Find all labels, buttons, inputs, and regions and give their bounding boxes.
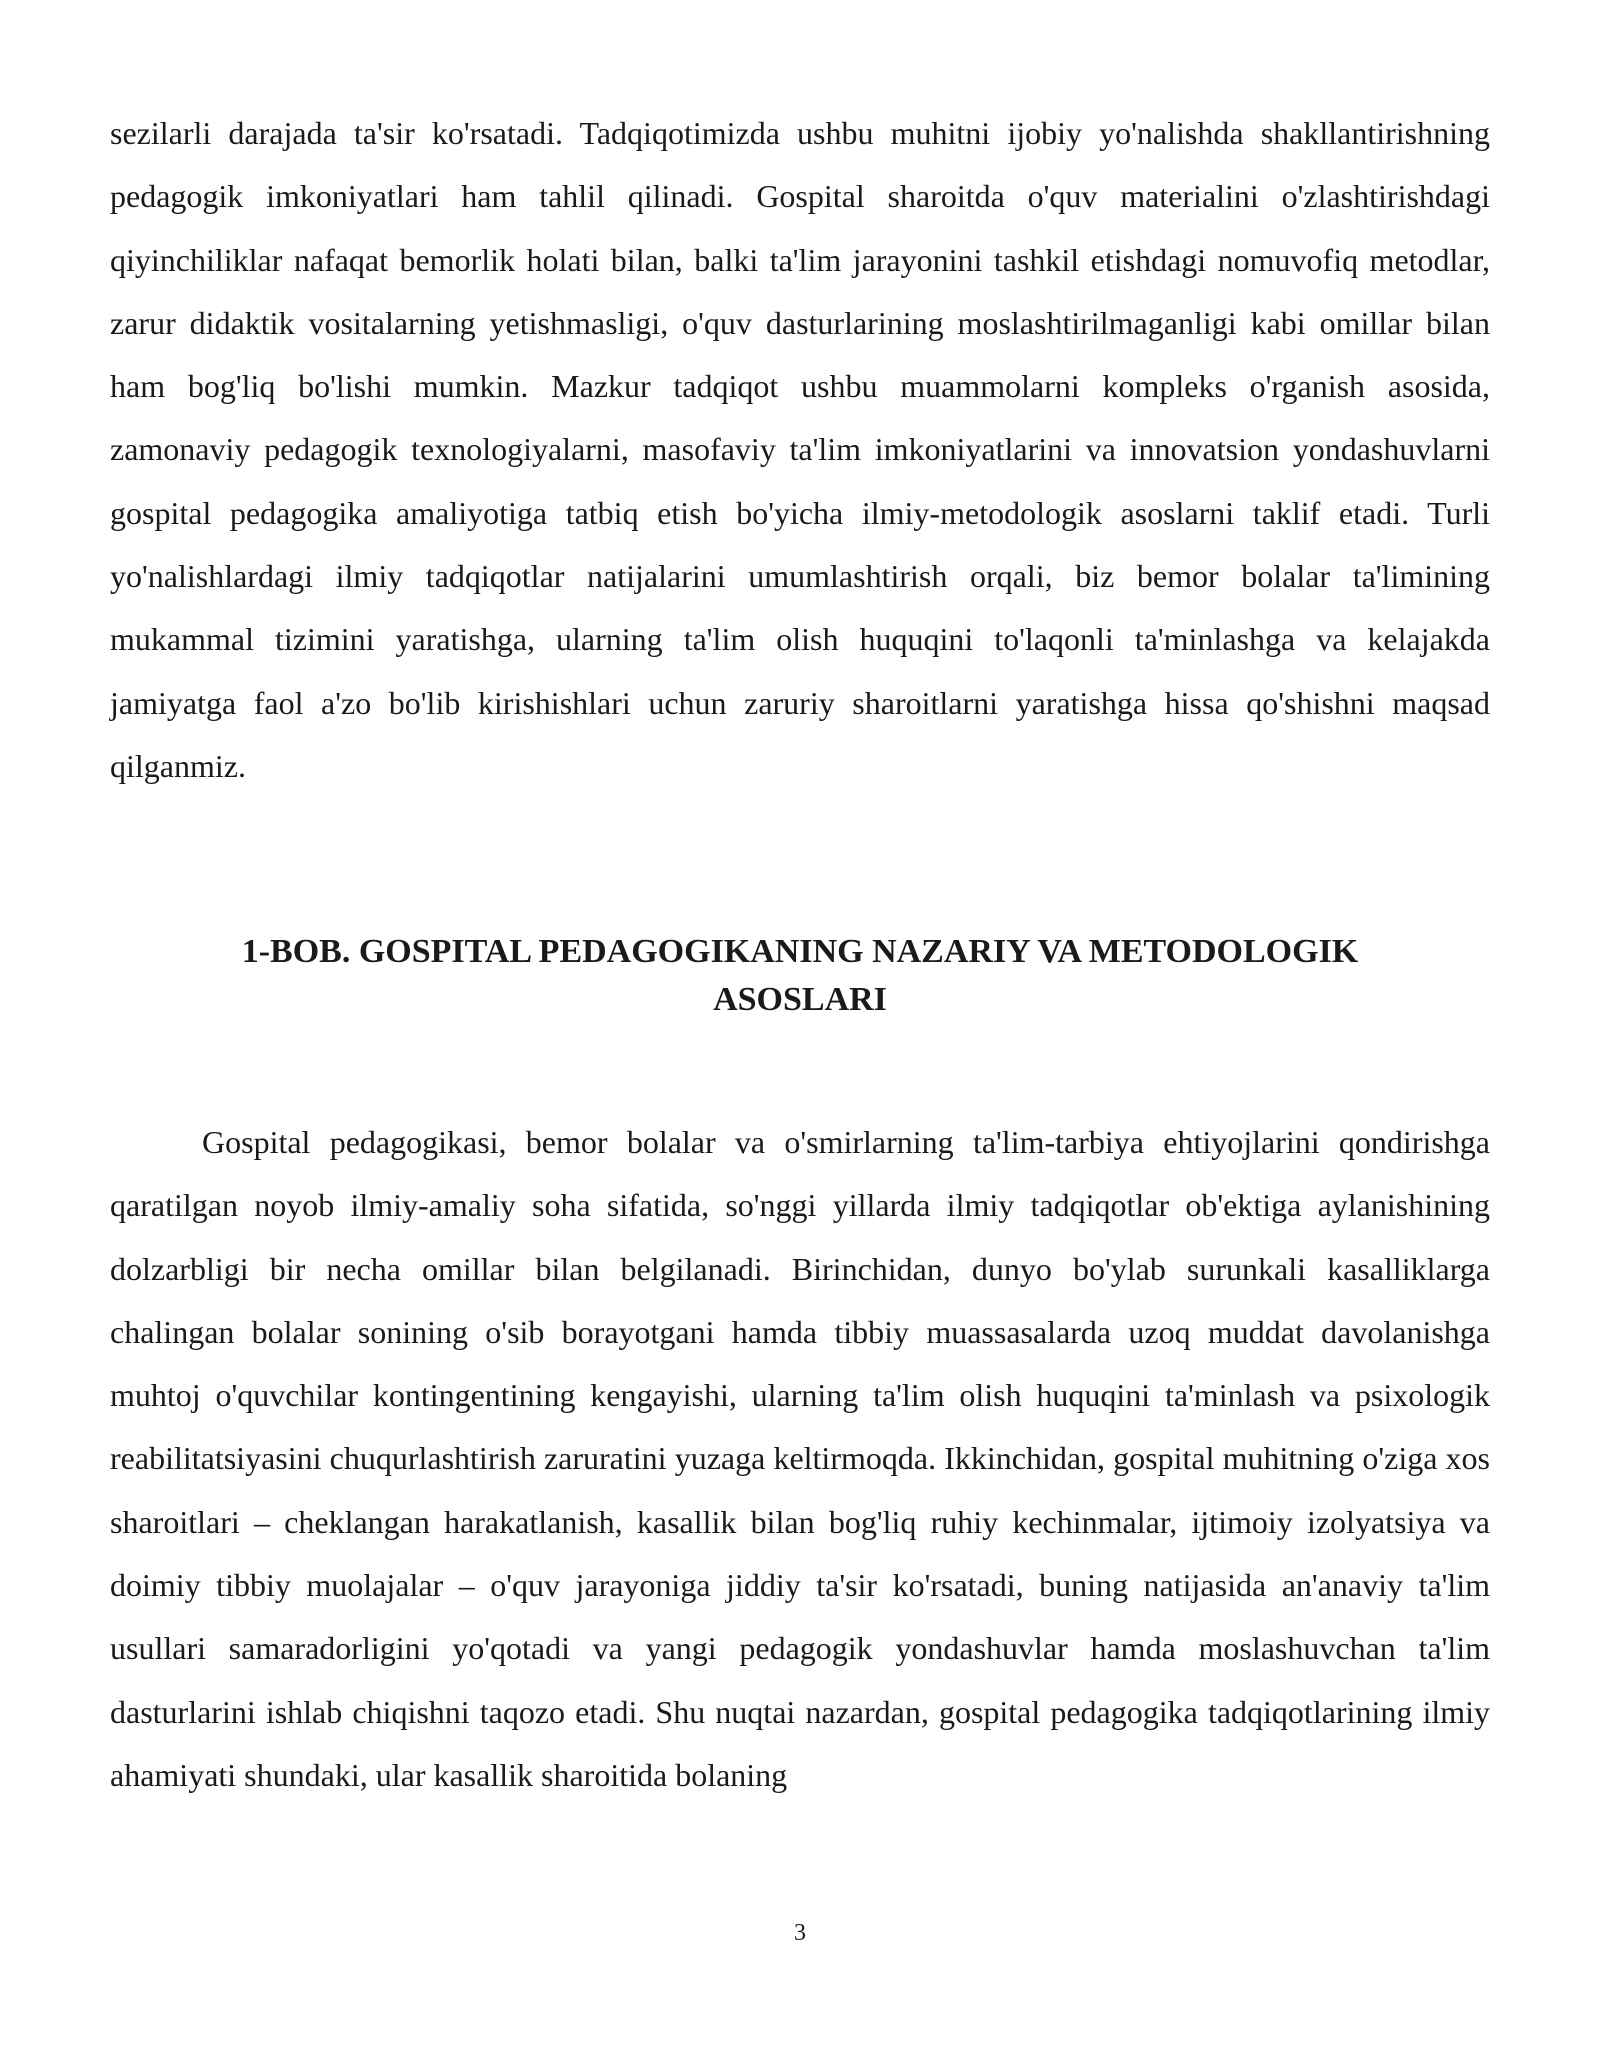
page-number: 3 xyxy=(794,1920,806,1946)
chapter-heading-line-1: 1-BOB. GOSPITAL PEDAGOGIKANING NAZARIY VA METODOLOGIK xyxy=(241,933,1359,970)
chapter-heading-line-2: ASOSLARI xyxy=(713,981,887,1018)
body-paragraph-intro: Gospital pedagogikasi, bemor bolalar va o'smirlarning ta'lim-tarbiya ehtiyojlarini qondirishga qaratilgan noyob ilmiy-amaliy soha sifatida, so'nggi yillarda ilmiy tadqiqotlar ob'ektiga aylanishining dolzarbligi bir necha omillar bilan belgilanadi. Birinchidan, dunyo bo'ylab surunkali kasalliklarga chalingan bolalar sonining o'sib borayotgani hamda tibbiy muassasalarda uzoq muddat davolanishga muhtoj o'quvchilar kontingentining kengayishi, ularning ta'lim olish huquqini ta'minlash va psixologik reabilitatsiyasini chuqurlashtirish zaruratini yuzaga keltirmoqda. Ikkinchidan, gospital muhitning o'ziga xos sharoitlari – cheklangan harakatlanish, kasallik bilan bog'liq ruhiy kechinmalar, ijtimoiy izolyatsiya va doimiy tibbiy muolajalar – o'quv jarayoniga jiddiy ta'sir ko'rsatadi, buning natijasida an'anaviy ta'lim usullari samaradorligini yo'qotadi va yangi pedagogik yondashuvlar hamda moslashuvchan ta'lim dasturlarini ishlab chiqishni taqozo etadi. Shu nuqtai nazardan, gospital pedagogika tadqiqotlarining ilmiy ahamiyati shundaki, ular kasallik sharoitida bolaning xyxy=(110,1124,1490,1793)
body-paragraph-continuation: sezilarli darajada ta'sir ko'rsatadi. Tadqiqotimizda ushbu muhitni ijobiy yo'nalishda shakllantirishning pedagogik imkoniyatlari ham tahlil qilinadi. Gospital sharoitda o'quv materialini o'zlashtirishdagi qiyinchiliklar nafaqat bemorlik holati bilan, balki ta'lim jarayonini tashkil etishdagi nomuvofiq metodlar, zarur didaktik vositalarning yetishmasligi, o'quv dasturlarining moslashtirilmaganligi kabi omillar bilan ham bog'liq bo'lishi mumkin. Mazkur tadqiqot ushbu muammolarni kompleks o'rganish asosida, zamonaviy pedagogik texnologiyalarni, masofaviy ta'lim imkoniyatlarini va innovatsion yondashuvlarni gospital pedagogika amaliyotiga tatbiq etish bo'yicha ilmiy-metodologik asoslarni taklif etadi. Turli yo'nalishlardagi ilmiy tadqiqotlar natijalarini umumlashtirish orqali, biz bemor bolalar ta'limining mukammal tizimini yaratishga, ularning ta'lim olish huquqini to'laqonli ta'minlashga va kelajakda jamiyatga faol a'zo bo'lib kirishishlari uchun zaruriy sharoitlarni yaratishga hissa qo'shishni maqsad qilganmiz. xyxy=(110,115,1490,784)
chapter-heading xyxy=(110,928,1490,1024)
